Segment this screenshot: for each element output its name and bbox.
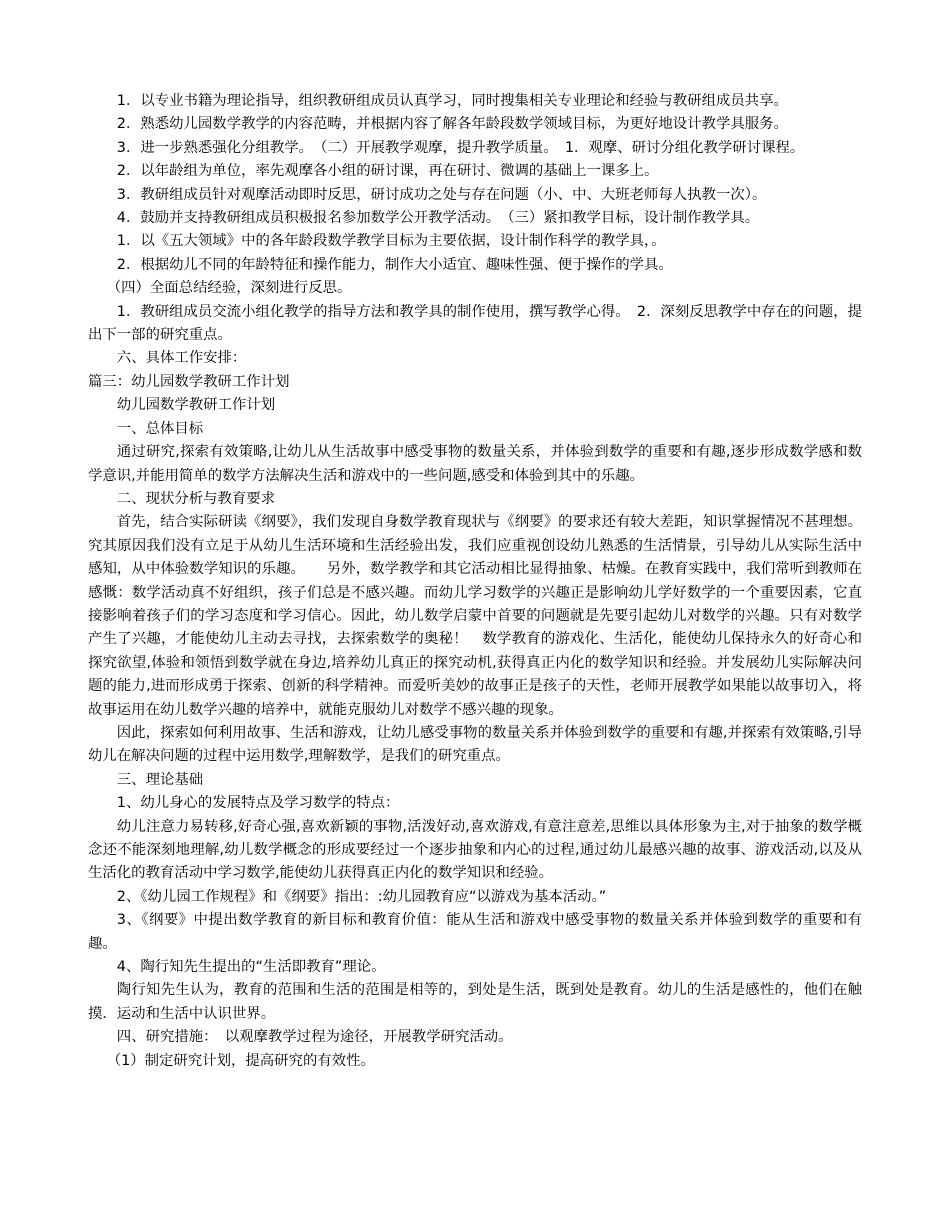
paragraph: 1．以专业书籍为理论指导，组织教研组成员认真学习，同时搜集相关专业理论和经验与教研组成员共享。	[116, 93, 788, 109]
paragraph: 3．教研组成员针对观摩活动即时反思，研讨成功之处与存在问题（小、中、大班老师每人执教一次）。	[116, 186, 767, 203]
paragraph: 2、《幼儿园工作规程》和《纲要》指出：:幼儿园教育应“以游戏为基本活动。”	[116, 888, 607, 905]
paragraph: （1）制定研究计划，提高研究的有效性。	[106, 1052, 375, 1069]
paragraph: 幼儿注意力易转移,好奇心强,喜欢新颖的事物,活泼好动,喜欢游戏,有意注意差,思维以具体形象为主,对于抽象的数学概念还不能深刻地理解,幼儿数学概念的形成要经过一个逐步抽象和内心的过程,通过幼儿最感兴趣的故事、游戏活动,以及从生活化的教育活动中学习数学,能使幼儿获得真正内化的数学知识和经验。	[88, 818, 862, 882]
paragraph: 1．教研组成员交流小组化教学的指导方法和教学具的制作使用，撰写教学心得。 2．深刻反思教学中存在的问题，提出下一部的研究重点。	[88, 303, 862, 344]
section-heading: 一、总体目标	[116, 420, 204, 437]
paragraph: 3、《纲要》中提出数学教育的新目标和教育价值：能从生活和游戏中感受事物的数量关系并体验到数学的重要和有趣。	[88, 912, 862, 952]
paragraph: 2．熟悉幼儿园数学教学的内容范畴，并根据内容了解各年龄段数学领域目标，为更好地设计教学具服务。	[116, 116, 788, 133]
paragraph: 1、幼儿身心的发展特点及学习数学的特点：	[116, 795, 400, 812]
paragraph: 4、陶行知先生提出的“生活即教育”理论。	[116, 959, 386, 976]
paragraph: 因此，探索如何利用故事、生活和游戏，让幼儿感受事物的数量关系并体验到数学的重要和有趣,并探索有效策略,引导幼儿在解决问题的过程中运用数学,理解数学，是我们的研究重点。	[88, 724, 862, 765]
document-title: 幼儿园数学教研工作计划	[116, 397, 276, 414]
paragraph: 1．以《五大领域》中的各年龄段数学教学目标为主要依据，设计制作科学的教学具，。	[116, 233, 666, 250]
paragraph: 4．鼓励并支持教研组成员积极报名参加数学公开教学活动。 （三）紧扣教学目标，设计制作教学具。	[116, 210, 760, 227]
paragraph: 3．进一步熟悉强化分组教学。 （二）开展教学观摩，提升教学质量。 1．观摩、研讨分组化教学研讨课程。	[116, 139, 805, 156]
paragraph: 通过研究,探索有效策略,让幼儿从生活故事中感受事物的数量关系，并体验到数学的重要和有趣,逐步形成数学感和数学意识,并能用简单的数学方法解决生活和游戏中的一些问题,感受和体验到其中的乐趣。	[88, 444, 862, 484]
paragraph: 2．根据幼儿不同的年龄特征和操作能力，制作大小适宜、趣味性强、便于操作的学具。	[116, 256, 673, 273]
section-heading: 三、理论基础	[116, 771, 204, 788]
paragraph: 首先，结合实际研读《纲要》，我们发现自身数学教育现状与《纲要》的要求还有较大差距，知识掌握情况不甚理想。究其原因我们没有立足于从幼儿生活环境和生活经验出发，我们应重视创设幼儿熟悉的生活情景，引导幼儿从实际生活中感知，从中体验数学知识的乐趣。 另外，数学教学和其它活动相比显得抽象、枯燥。在教育实践中，我们常听到教师在感慨：数学活动真不好组织，孩子们总是不感兴趣。而幼儿学习数学的兴趣正是影响幼儿学好数学的一个重要因素，它直接影响着孩子们的学习态度和学习信心。因此，幼儿数学启蒙中首要的问题就是先要引起幼儿对数学的兴趣。只有对数学产生了兴趣，才能使幼儿主动去寻找，去探索数学的奥秘！ 数学教育的游戏化、生活化，能使幼儿保持永久的好奇心和探究欲望,体验和领悟到数学就在身边,培养幼儿真正的探究动机,获得真正内化的数学知识和经验。并发展幼儿实际解决问题的能力,进而形成勇于探索、创新的科学精神。而爱听美妙的故事正是孩子的天性，老师开展教学如果能以故事切入，将故事运用在幼儿数学兴趣的培养中，就能克服幼儿对数学不感兴趣的现象。	[88, 514, 862, 718]
section-heading: 六、具体工作安排：	[116, 350, 247, 367]
paragraph: 2．以年龄组为单位，率先观摩各小组的研讨课，再在研讨、微调的基础上一课多上。	[116, 163, 659, 180]
chapter-title: 篇三：幼儿园数学教研工作计划	[88, 373, 290, 390]
section-heading: 二、现状分析与教育要求	[116, 490, 276, 507]
section-heading: 四、研究措施： 以观摩教学过程为途径，开展教学研究活动。	[116, 1029, 513, 1046]
section-heading: （四）全面总结经验，深刻进行反思。	[106, 280, 352, 297]
paragraph: 陶行知先生认为，教育的范围和生活的范围是相等的，到处是生活，既到处是教育。幼儿的生活是感性的，他们在触摸．运动和生活中认识世界。	[88, 982, 862, 1022]
